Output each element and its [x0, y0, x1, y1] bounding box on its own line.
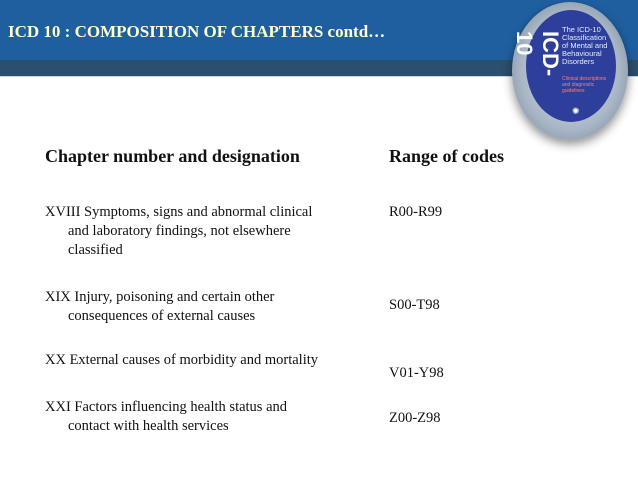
cover-title: The ICD-10 Classification of Mental and Behavioural Disorders [562, 25, 608, 66]
chapter-line: XIX Injury, poisoning and certain other [45, 289, 275, 305]
cover-subtitle: Clinical descriptions and diagnostic guidelines [562, 76, 607, 94]
chapter-line: consequences of external causes [68, 308, 256, 324]
chapter-line: classified [68, 242, 123, 258]
table-row [45, 398, 287, 436]
chapter-line: XVIII Symptoms, signs and abnormal clinical [45, 204, 313, 220]
code-range: Z00-Z98 [389, 410, 441, 426]
chapter-line: and laboratory findings, not elsewhere [68, 223, 291, 239]
table-row [45, 203, 312, 260]
book-cover [512, 10, 616, 122]
code-range: R00-R99 [389, 204, 443, 220]
code-range: V01-Y98 [389, 365, 444, 381]
chapter-line: contact with health services [68, 418, 229, 434]
who-emblem-icon: ✺ [572, 106, 580, 116]
cover-logo: ICD-10 [512, 31, 563, 77]
chapter-line: XXI Factors influencing health status and [45, 399, 288, 415]
table-row [45, 351, 318, 370]
table-row [45, 288, 274, 326]
column-header-codes: Range of codes [389, 146, 504, 166]
slide-title: ICD 10 : COMPOSITION OF CHAPTERS contd… [8, 22, 386, 41]
code-range: S00-T98 [389, 297, 440, 313]
column-header-chapter: Chapter number and designation [45, 146, 300, 166]
chapter-line: XX External causes of morbidity and mortality [45, 352, 319, 368]
